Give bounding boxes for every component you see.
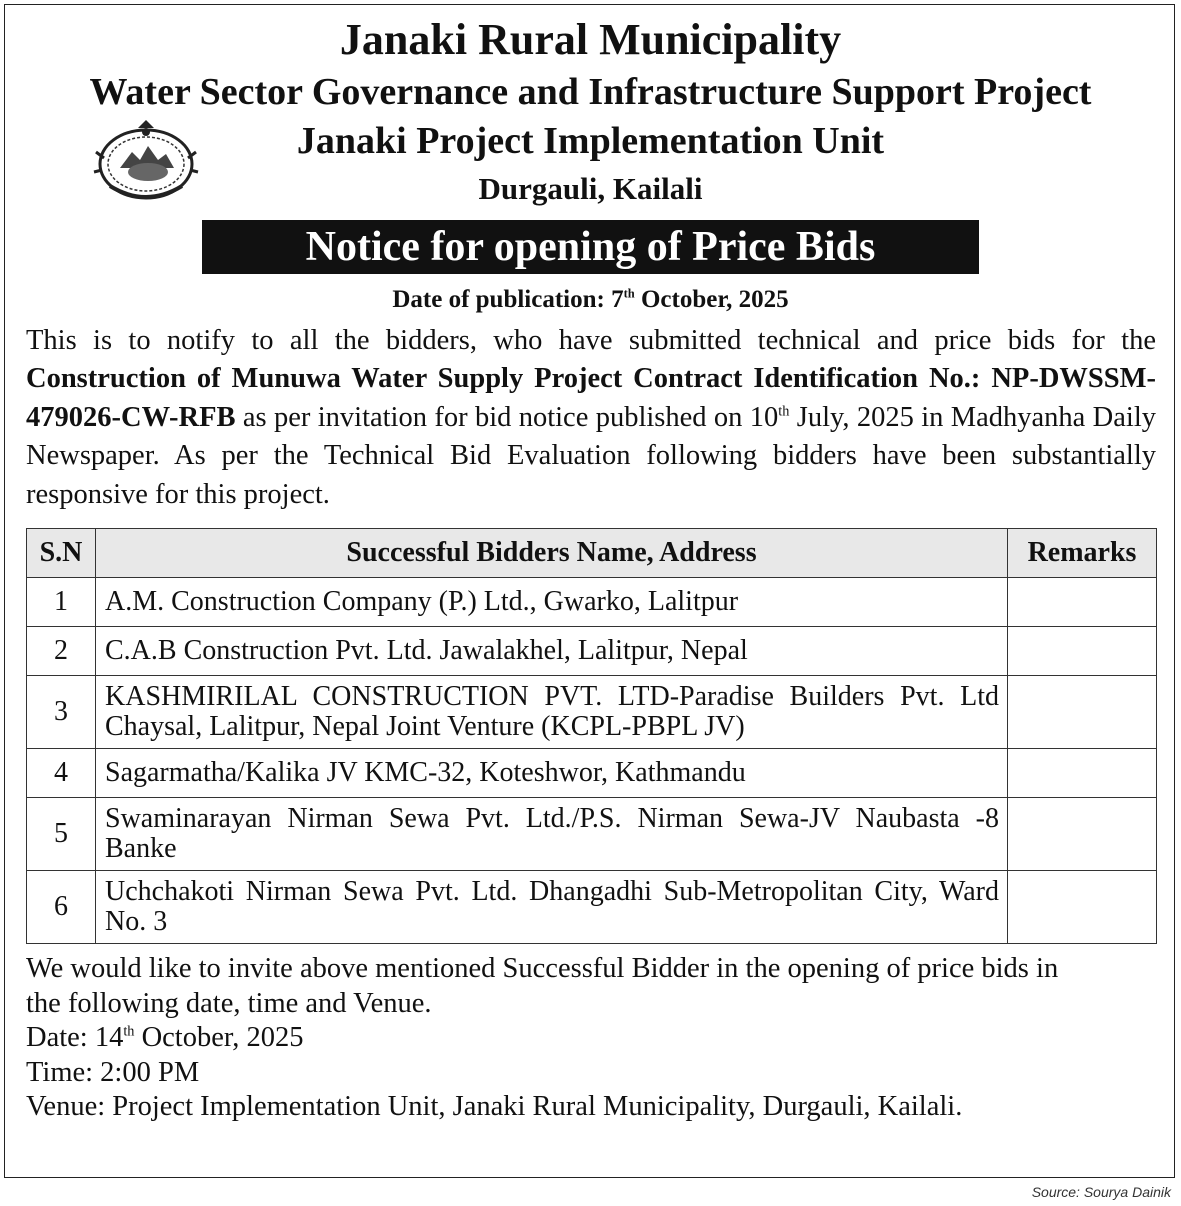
project-title: Water Sector Governance and Infrastructure Support Project <box>89 71 1092 113</box>
row-sn: 1 <box>27 578 96 627</box>
row-sn: 2 <box>27 627 96 676</box>
row-sn: 5 <box>27 798 96 871</box>
opening-date-sup: th <box>123 1023 135 1040</box>
notice-title: Notice for opening of Price Bids <box>305 224 876 270</box>
row-bidder: Sagarmatha/Kalika JV KMC-32, Koteshwor, Kathmandu <box>96 749 1008 798</box>
publication-suffix: th <box>623 286 635 301</box>
opening-time: Time: 2:00 PM <box>26 1056 200 1088</box>
row-sn: 3 <box>27 676 96 749</box>
contract-identification: Construction of Munuwa Water Supply Project Contract Identification No.: NP-DWSSM-479026-CW-RFB <box>26 363 1156 433</box>
table-row <box>27 578 1157 627</box>
table-header-row <box>27 529 1157 578</box>
row-bidder: KASHMIRILAL CONSTRUCTION PVT. LTD-Paradise Builders Pvt. Ltd Chaysal, Lalitpur, Nepal Joint Venture (KCPL-PBPL JV) <box>96 676 1008 749</box>
opening-venue: Venue: Project Implementation Unit, Janaki Rural Municipality, Durgauli, Kailali. <box>26 1091 963 1122</box>
row-remarks <box>1008 676 1157 749</box>
invitation-line-1: We would like to invite above mentioned Successful Bidder in the opening of price bids in <box>26 953 1059 984</box>
table-row <box>27 871 1157 944</box>
header-name: Successful Bidders Name, Address <box>96 529 1008 578</box>
row-remarks <box>1008 749 1157 798</box>
notice-title-bar <box>202 220 979 274</box>
unit-title: Janaki Project Implementation Unit <box>296 120 885 162</box>
intro-text-1: This is to notify to all the bidders, who have submitted technical and price bids for the <box>26 325 1156 356</box>
row-remarks <box>1008 627 1157 676</box>
invitation-line-2: the following date, time and Venue. <box>26 987 432 1019</box>
intro-text-3: July, 2025 in Madhyanha Daily Newspaper. As per the Technical Bid Evaluation following bidders have been substantially responsive for this project. <box>26 401 1157 510</box>
table-row <box>27 798 1157 871</box>
row-bidder: C.A.B Construction Pvt. Ltd. Jawalakhel, Lalitpur, Nepal <box>96 627 1008 676</box>
publication-label: Date of publication: <box>392 286 605 313</box>
row-sn: 4 <box>27 749 96 798</box>
row-sn: 6 <box>27 871 96 944</box>
row-bidder: Swaminarayan Nirman Sewa Pvt. Ltd./P.S. Nirman Sewa-JV Naubasta -8 Banke <box>96 798 1008 871</box>
header-sn: S.N <box>27 529 96 578</box>
publication-day: 7 <box>611 286 624 313</box>
source-credit: Source: Sourya Dainik <box>1031 1184 1171 1200</box>
opening-date <box>26 1021 1161 1056</box>
bidders-table <box>26 528 1157 944</box>
location-title: Durgauli, Kailali <box>478 171 703 206</box>
intro-sup: th <box>778 403 790 420</box>
row-remarks <box>1008 578 1157 627</box>
row-remarks <box>1008 871 1157 944</box>
table-row <box>27 676 1157 749</box>
row-bidder: A.M. Construction Company (P.) Ltd., Gwarko, Lalitpur <box>96 578 1008 627</box>
intro-paragraph <box>26 322 1156 514</box>
intro-text-2: as per invitation for bid notice published on 10 <box>235 401 779 433</box>
opening-date-rest: October, 2025 <box>134 1022 304 1053</box>
row-bidder: Uchchakoti Nirman Sewa Pvt. Ltd. Dhangadhi Sub-Metropolitan City, Ward No. 3 <box>96 871 1008 944</box>
table-row <box>27 749 1157 798</box>
invitation-block <box>26 952 1161 1125</box>
publication-date <box>0 286 1181 314</box>
header-remarks: Remarks <box>1008 529 1157 578</box>
table-row <box>27 627 1157 676</box>
row-remarks <box>1008 798 1157 871</box>
publication-rest: October, 2025 <box>640 286 789 313</box>
opening-date-label: Date: 14 <box>26 1022 124 1053</box>
municipality-title: Janaki Rural Municipality <box>339 15 842 64</box>
